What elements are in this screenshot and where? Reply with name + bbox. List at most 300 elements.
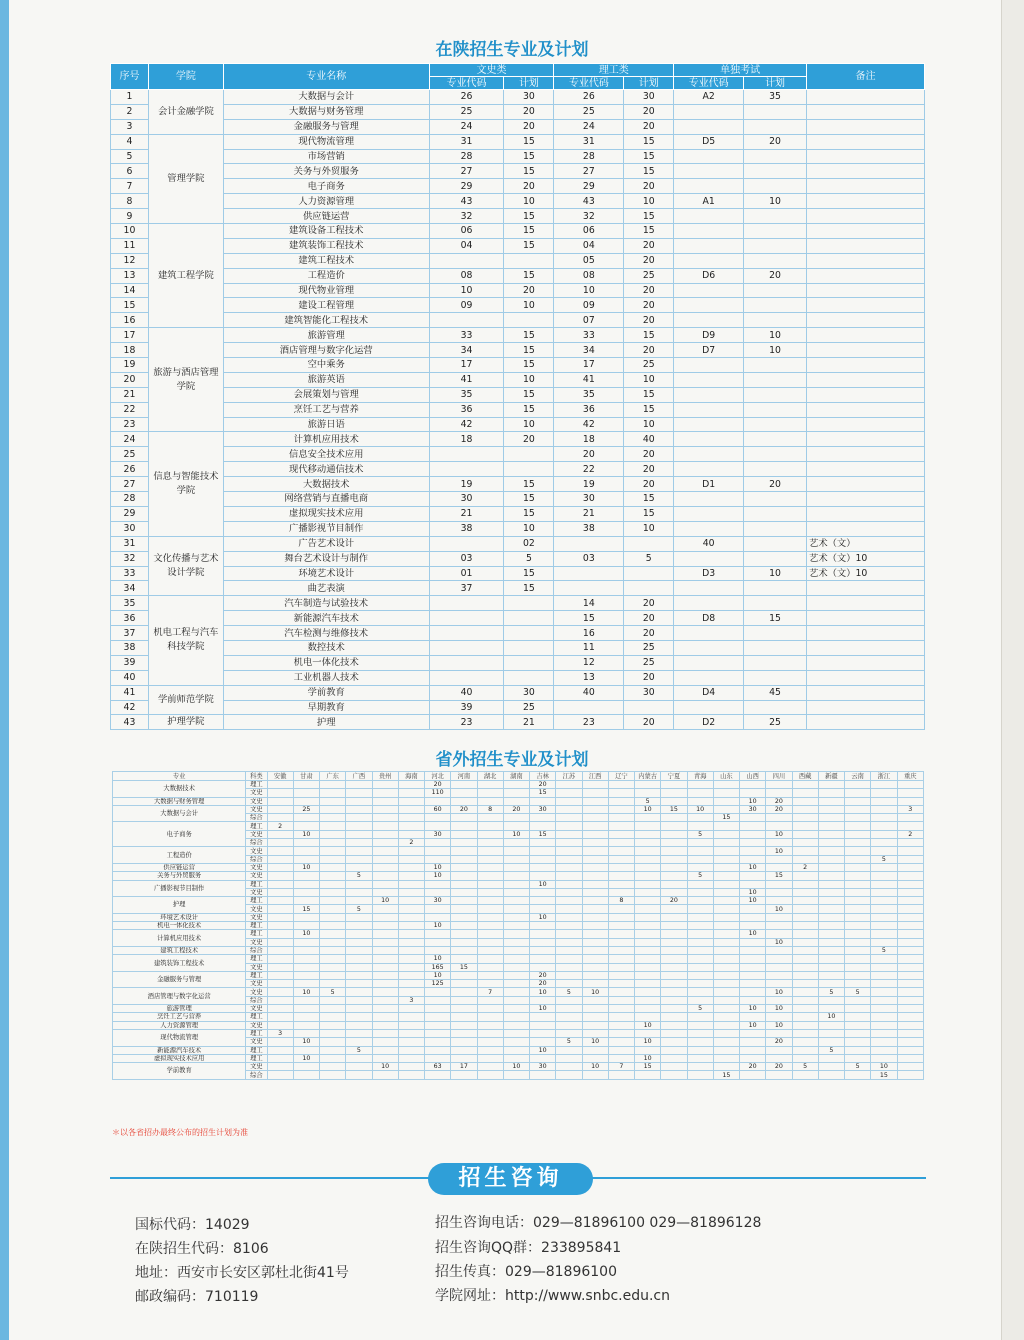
outside-type-cell: 理工 — [246, 1046, 267, 1054]
outside-plan-cell — [897, 1021, 923, 1029]
ligong-code-cell: 10 — [554, 283, 624, 298]
outside-plan-cell — [582, 1071, 608, 1079]
ligong-code-cell: 38 — [554, 521, 624, 536]
province-header: 甘肃 — [293, 772, 319, 781]
danzhao-plan-cell — [744, 655, 807, 670]
outside-major-cell: 金融服务与管理 — [113, 971, 246, 988]
outside-plan-cell — [267, 1063, 293, 1071]
outside-plan-cell — [267, 855, 293, 863]
outside-plan-cell: 20 — [766, 1063, 792, 1071]
outside-plan-cell — [320, 905, 346, 913]
wenshi-code-cell: 24 — [429, 119, 504, 134]
outside-plan-cell — [320, 872, 346, 880]
remark-cell — [807, 224, 925, 239]
major-cell: 烹饪工艺与营养 — [223, 402, 429, 417]
outside-plan-cell — [398, 980, 424, 988]
seq-cell: 23 — [111, 417, 149, 432]
outside-plan-cell — [425, 1054, 451, 1062]
outside-plan-cell — [661, 1063, 687, 1071]
ligong-plan-cell: 15 — [624, 387, 674, 402]
outside-plan-cell — [372, 1005, 398, 1013]
wenshi-code-cell: 36 — [429, 402, 504, 417]
outside-plan-cell — [635, 988, 661, 996]
outside-plan-cell — [346, 897, 372, 905]
outside-plan-cell: 10 — [582, 1063, 608, 1071]
outside-plan-cell — [398, 880, 424, 888]
outside-plan-cell — [267, 922, 293, 930]
outside-plan-cell — [871, 971, 897, 979]
outside-plan-cell — [661, 996, 687, 1004]
outside-plan-cell: 20 — [425, 781, 451, 789]
outside-plan-cell — [346, 946, 372, 954]
outside-plan-cell — [818, 1071, 844, 1079]
outside-plan-cell — [792, 872, 818, 880]
ligong-plan-cell: 20 — [624, 626, 674, 641]
outside-plan-cell — [503, 996, 529, 1004]
outside-plan-cell — [451, 922, 477, 930]
outside-plan-cell — [661, 938, 687, 946]
plan-row — [111, 194, 925, 209]
outside-plan-cell — [503, 955, 529, 963]
outside-plan-cell — [661, 781, 687, 789]
outside-plan-cell — [372, 880, 398, 888]
province-header: 贵州 — [372, 772, 398, 781]
ligong-code-cell: 23 — [554, 715, 624, 730]
seq-cell: 29 — [111, 506, 149, 521]
outside-plan-cell — [503, 797, 529, 805]
outside-plan-cell: 5 — [792, 1063, 818, 1071]
ligong-code-cell: 19 — [554, 477, 624, 492]
outside-row — [113, 1029, 924, 1037]
outside-plan-cell — [845, 822, 871, 830]
outside-plan-cell — [293, 913, 319, 921]
outside-major-cell: 新能源汽车技术 — [113, 1046, 246, 1054]
wenshi-code-cell: 41 — [429, 372, 504, 387]
outside-plan-cell: 20 — [766, 797, 792, 805]
outside-plan-cell — [293, 855, 319, 863]
remark-cell — [807, 90, 925, 105]
outside-plan-cell — [818, 996, 844, 1004]
major-cell: 大数据与财务管理 — [223, 104, 429, 119]
outside-major-cell: 环境艺术设计 — [113, 913, 246, 921]
outside-plan-cell — [477, 938, 503, 946]
outside-plan-cell — [293, 781, 319, 789]
province-header: 四川 — [766, 772, 792, 781]
outside-plan-cell: 5 — [845, 988, 871, 996]
outside-plan-cell — [556, 847, 582, 855]
outside-plan-cell — [687, 1071, 713, 1079]
outside-plan-cell — [792, 963, 818, 971]
outside-plan-cell — [530, 822, 556, 830]
outside-plan-cell — [818, 1005, 844, 1013]
outside-plan-cell: 30 — [740, 805, 766, 813]
outside-plan-cell — [503, 1071, 529, 1079]
outside-plan-cell: 10 — [582, 988, 608, 996]
ligong-header: 理工类 — [554, 64, 674, 77]
outside-plan-cell: 30 — [530, 805, 556, 813]
plan-row — [111, 298, 925, 313]
outside-plan-cell — [792, 781, 818, 789]
danzhao-plan-cell: 15 — [744, 611, 807, 626]
college-cell: 学前师范学院 — [148, 685, 223, 715]
outside-plan-cell — [398, 888, 424, 896]
outside-plan-cell: 7 — [477, 988, 503, 996]
danzhao-header: 单独考试 — [674, 64, 807, 77]
outside-plan-cell — [635, 839, 661, 847]
outside-plan-cell — [530, 1038, 556, 1046]
ligong-code-cell: 36 — [554, 402, 624, 417]
danzhao-code-cell — [674, 283, 744, 298]
outside-plan-cell — [897, 1013, 923, 1021]
outside-plan-cell: 15 — [661, 805, 687, 813]
danzhao-code-cell — [674, 224, 744, 239]
outside-plan-cell — [897, 814, 923, 822]
danzhao-code-cell — [674, 253, 744, 268]
outside-plan-cell — [713, 938, 739, 946]
outside-plan-cell — [267, 1054, 293, 1062]
outside-plan-cell — [635, 905, 661, 913]
left-edge-strip — [0, 0, 9, 1340]
outside-major-cell: 大数据与财务管理 — [113, 797, 246, 805]
wenshi-code-cell: 25 — [429, 104, 504, 119]
outside-plan-cell — [871, 830, 897, 838]
outside-plan-cell — [635, 863, 661, 871]
outside-plan-cell — [372, 1046, 398, 1054]
outside-plan-cell — [425, 1005, 451, 1013]
outside-type-header: 科类 — [246, 772, 267, 781]
ligong-plan-cell: 20 — [624, 283, 674, 298]
outside-plan-cell — [792, 897, 818, 905]
outside-plan-cell — [661, 1005, 687, 1013]
outside-plan-cell — [451, 938, 477, 946]
outside-type-cell: 综合 — [246, 839, 267, 847]
outside-plan-cell — [320, 847, 346, 855]
outside-row — [113, 880, 924, 888]
outside-plan-cell: 5 — [556, 988, 582, 996]
outside-plan-cell — [845, 938, 871, 946]
danzhao-code-cell — [674, 521, 744, 536]
outside-plan-cell: 20 — [451, 805, 477, 813]
wenshi-code-cell: 08 — [429, 268, 504, 283]
outside-plan-cell — [713, 880, 739, 888]
seq-cell: 28 — [111, 492, 149, 507]
outside-plan-cell — [713, 963, 739, 971]
outside-plan-cell — [687, 922, 713, 930]
outside-plan-cell: 5 — [687, 872, 713, 880]
outside-plan-cell — [582, 855, 608, 863]
remark-cell — [807, 313, 925, 328]
outside-plan-cell — [766, 781, 792, 789]
remark-header: 备注 — [807, 64, 925, 90]
plan-row — [111, 492, 925, 507]
outside-plan-cell — [320, 1029, 346, 1037]
outside-plan-cell — [582, 980, 608, 988]
outside-plan-cell: 15 — [530, 830, 556, 838]
outside-row — [113, 1013, 924, 1021]
remark-cell — [807, 492, 925, 507]
outside-plan-cell — [582, 922, 608, 930]
outside-plan-cell — [661, 1054, 687, 1062]
wenshi-code-cell: 21 — [429, 506, 504, 521]
outside-major-cell: 工程造价 — [113, 847, 246, 864]
outside-plan-cell — [740, 996, 766, 1004]
outside-plan-cell — [635, 1046, 661, 1054]
outside-plan-cell — [608, 1046, 634, 1054]
danzhao-code-cell: A2 — [674, 90, 744, 105]
outside-plan-cell — [503, 1029, 529, 1037]
outside-plan-cell — [477, 888, 503, 896]
outside-plan-cell — [661, 830, 687, 838]
wenshi-plan-cell: 15 — [504, 358, 554, 373]
outside-plan-cell — [818, 822, 844, 830]
outside-plan-cell — [818, 789, 844, 797]
address: 地址：西安市长安区郭杜北街41号 — [135, 1265, 349, 1281]
province-header: 海南 — [398, 772, 424, 781]
outside-plan-cell — [713, 855, 739, 863]
outside-plan-cell — [346, 963, 372, 971]
outside-plan-cell — [792, 980, 818, 988]
outside-plan-cell — [818, 872, 844, 880]
outside-major-cell: 电子商务 — [113, 822, 246, 847]
ligong-code-cell: 18 — [554, 432, 624, 447]
outside-plan-cell — [635, 996, 661, 1004]
outside-plan-cell — [398, 1038, 424, 1046]
danzhao-plan-cell: 35 — [744, 90, 807, 105]
danzhao-plan-cell — [744, 447, 807, 462]
outside-plan-cell — [687, 847, 713, 855]
outside-plan-cell — [451, 789, 477, 797]
province-header: 广东 — [320, 772, 346, 781]
seq-cell: 11 — [111, 238, 149, 253]
outside-plan-cell: 5 — [845, 1063, 871, 1071]
outside-plan-cell — [293, 1029, 319, 1037]
outside-plan-cell — [687, 781, 713, 789]
ligong-plan-cell: 25 — [624, 268, 674, 283]
wenshi-plan-cell: 15 — [504, 506, 554, 521]
outside-plan-cell — [477, 963, 503, 971]
outside-plan-cell — [740, 938, 766, 946]
outside-plan-cell — [451, 1054, 477, 1062]
outside-plan-cell — [608, 1013, 634, 1021]
outside-type-cell: 理工 — [246, 971, 267, 979]
outside-plan-cell — [687, 863, 713, 871]
danzhao-code-cell: D6 — [674, 268, 744, 283]
major-cell: 大数据技术 — [223, 477, 429, 492]
plan-row — [111, 164, 925, 179]
wenshi-plan-cell: 15 — [504, 209, 554, 224]
ligong-plan-cell: 20 — [624, 238, 674, 253]
ligong-plan-cell: 25 — [624, 640, 674, 655]
outside-plan-cell — [687, 888, 713, 896]
outside-plan-cell — [267, 789, 293, 797]
outside-plan-cell — [661, 980, 687, 988]
wenshi-plan-cell: 15 — [504, 566, 554, 581]
outside-plan-cell — [582, 938, 608, 946]
outside-plan-cell — [503, 946, 529, 954]
wenshi-code-cell: 29 — [429, 179, 504, 194]
outside-plan-cell — [897, 839, 923, 847]
outside-row — [113, 988, 924, 996]
outside-plan-cell — [346, 922, 372, 930]
ligong-code-cell: 24 — [554, 119, 624, 134]
outside-plan-cell — [425, 888, 451, 896]
major-cell: 旅游管理 — [223, 328, 429, 343]
outside-plan-cell — [897, 1046, 923, 1054]
plan-note: ＊以各省招办最终公布的招生计划为准 — [112, 1128, 248, 1137]
danzhao-plan-cell — [744, 626, 807, 641]
ligong-plan-cell: 30 — [624, 90, 674, 105]
outside-plan-cell: 10 — [530, 913, 556, 921]
outside-plan-cell — [477, 1054, 503, 1062]
remark-cell — [807, 626, 925, 641]
outside-plan-cell — [267, 913, 293, 921]
outside-plan-cell: 5 — [320, 988, 346, 996]
outside-plan-cell — [608, 814, 634, 822]
outside-plan-cell — [582, 839, 608, 847]
ligong-code-cell — [554, 566, 624, 581]
plan-row — [111, 283, 925, 298]
website[interactable]: 学院网址：http://www.snbc.edu.cn — [435, 1288, 670, 1304]
outside-type-cell: 理工 — [246, 880, 267, 888]
wenshi-plan-cell — [504, 596, 554, 611]
seq-cell: 13 — [111, 268, 149, 283]
danzhao-code-cell — [674, 640, 744, 655]
danzhao-code-cell — [674, 581, 744, 596]
wenshi-code-cell: 33 — [429, 328, 504, 343]
outside-plan-cell — [372, 963, 398, 971]
outside-major-cell: 广播影视节目制作 — [113, 880, 246, 897]
outside-plan-cell — [346, 980, 372, 988]
outside-plan-cell — [766, 971, 792, 979]
seq-cell: 21 — [111, 387, 149, 402]
ligong-plan-cell: 15 — [624, 492, 674, 507]
major-cell: 早期教育 — [223, 700, 429, 715]
outside-plan-cell — [267, 805, 293, 813]
seq-cell: 41 — [111, 685, 149, 700]
outside-plan-cell — [398, 946, 424, 954]
danzhao-plan-cell: 20 — [744, 268, 807, 283]
wenshi-code-cell: 30 — [429, 492, 504, 507]
outside-plan-cell — [897, 797, 923, 805]
wenshi-plan-cell: 15 — [504, 477, 554, 492]
ligong-plan-cell: 20 — [624, 179, 674, 194]
outside-plan-cell — [818, 814, 844, 822]
danzhao-plan-cell: 25 — [744, 715, 807, 730]
outside-plan-cell — [398, 897, 424, 905]
danzhao-plan-cell: 10 — [744, 566, 807, 581]
plan-row — [111, 90, 925, 105]
outside-plan-cell — [897, 822, 923, 830]
outside-plan-cell — [740, 1038, 766, 1046]
outside-plan-cell — [451, 1021, 477, 1029]
plan-row — [111, 715, 925, 730]
outside-plan-cell: 5 — [556, 1038, 582, 1046]
outside-plan-cell — [635, 955, 661, 963]
outside-plan-cell — [425, 930, 451, 938]
seq-cell: 33 — [111, 566, 149, 581]
wenshi-code-cell: 31 — [429, 134, 504, 149]
outside-plan-cell — [845, 1029, 871, 1037]
outside-plan-cell — [687, 996, 713, 1004]
outside-plan-cell — [556, 805, 582, 813]
outside-plan-cell — [713, 922, 739, 930]
outside-plan-cell — [477, 1063, 503, 1071]
outside-plan-cell — [871, 880, 897, 888]
outside-plan-cell — [713, 805, 739, 813]
outside-plan-cell: 10 — [425, 872, 451, 880]
outside-plan-cell — [477, 781, 503, 789]
wenshi-code-cell — [429, 447, 504, 462]
outside-plan-cell: 10 — [766, 938, 792, 946]
province-header: 宁夏 — [661, 772, 687, 781]
outside-plan-cell — [320, 789, 346, 797]
outside-plan-cell — [425, 905, 451, 913]
outside-plan-cell — [766, 897, 792, 905]
outside-plan-cell — [451, 996, 477, 1004]
outside-plan-cell — [582, 863, 608, 871]
ligong-plan-cell: 10 — [624, 521, 674, 536]
outside-plan-cell — [320, 822, 346, 830]
ligong-plan-cell: 20 — [624, 343, 674, 358]
outside-plan-cell: 3 — [398, 996, 424, 1004]
outside-plan-cell — [661, 930, 687, 938]
danzhao-code-cell: A1 — [674, 194, 744, 209]
outside-plan-cell — [477, 839, 503, 847]
major-cell: 计算机应用技术 — [223, 432, 429, 447]
outside-plan-cell — [372, 1038, 398, 1046]
outside-plan-cell — [766, 822, 792, 830]
remark-cell — [807, 387, 925, 402]
outside-plan-cell — [845, 897, 871, 905]
outside-plan-cell — [293, 847, 319, 855]
outside-plan-cell: 10 — [582, 1038, 608, 1046]
outside-row — [113, 847, 924, 855]
ligong-code-cell: 33 — [554, 328, 624, 343]
outside-plan-cell — [818, 855, 844, 863]
seq-cell: 27 — [111, 477, 149, 492]
outside-plan-cell — [766, 789, 792, 797]
outside-plan-cell — [792, 971, 818, 979]
outside-plan-cell — [845, 880, 871, 888]
outside-plan-cell: 10 — [530, 880, 556, 888]
outside-type-cell: 文史 — [246, 797, 267, 805]
ligong-code-cell: 25 — [554, 104, 624, 119]
province-header: 山西 — [740, 772, 766, 781]
danzhao-plan-cell: 20 — [744, 477, 807, 492]
outside-plan-cell — [713, 1038, 739, 1046]
plan-row — [111, 119, 925, 134]
outside-row — [113, 805, 924, 813]
outside-plan-cell — [320, 980, 346, 988]
ligong-code-cell: 07 — [554, 313, 624, 328]
outside-plan-cell — [608, 980, 634, 988]
outside-plan-cell — [713, 1005, 739, 1013]
outside-plan-cell — [451, 946, 477, 954]
outside-plan-cell — [530, 1054, 556, 1062]
danzhao-plan-cell — [744, 581, 807, 596]
outside-type-cell: 理工 — [246, 930, 267, 938]
province-header: 广西 — [346, 772, 372, 781]
outside-major-cell: 建筑装饰工程技术 — [113, 955, 246, 972]
outside-plan-cell — [320, 963, 346, 971]
outside-plan-cell — [293, 1021, 319, 1029]
outside-plan-cell — [425, 938, 451, 946]
outside-plan-cell — [503, 938, 529, 946]
outside-plan-cell — [845, 839, 871, 847]
outside-plan-cell — [372, 938, 398, 946]
remark-cell — [807, 209, 925, 224]
shaanxi-plan-table — [110, 63, 925, 730]
